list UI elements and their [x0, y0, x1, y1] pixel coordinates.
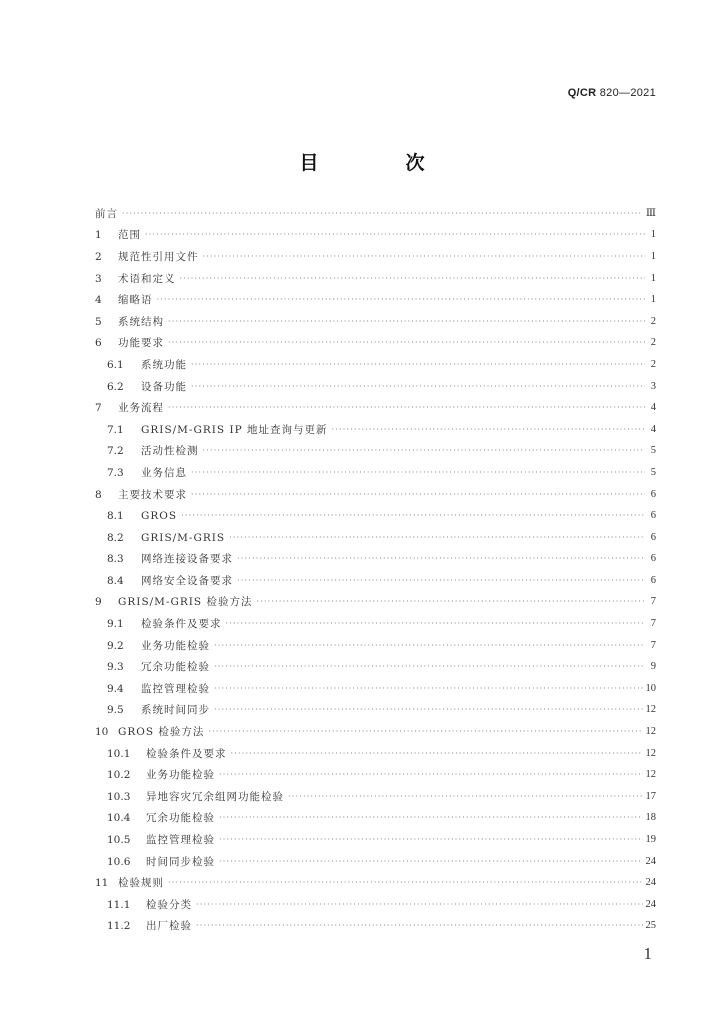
toc-entry-page: 9	[650, 661, 656, 673]
toc-entry[interactable]	[95, 354, 656, 376]
toc-entry-page: 3	[650, 380, 656, 392]
toc-entry-number: 5	[95, 315, 102, 328]
toc-entry-label: 网络安全设备要求	[141, 574, 233, 587]
toc-entry[interactable]	[95, 527, 656, 549]
toc-entry-number: 4	[95, 294, 102, 307]
toc-leader-dots	[226, 618, 646, 630]
toc-entry[interactable]	[95, 851, 656, 873]
toc-entry[interactable]	[95, 592, 656, 614]
toc-entry-page: 6	[650, 531, 656, 543]
toc-entry-label: 监控管理检验	[141, 682, 210, 695]
toc-leader-dots	[191, 467, 645, 479]
table-of-contents	[95, 203, 656, 937]
toc-entry-number: 8	[95, 488, 102, 501]
toc-leader-dots	[196, 899, 643, 911]
toc-entry-label: 主要技术要求	[118, 488, 187, 501]
toc-entry[interactable]	[95, 721, 656, 743]
toc-entry-number: 8.4	[107, 574, 124, 587]
toc-leader-dots	[180, 273, 646, 285]
toc-leader-dots	[168, 337, 645, 349]
standard-number: 820—2021	[599, 87, 656, 99]
toc-entry-page: 24	[645, 855, 656, 867]
toc-entry[interactable]	[95, 656, 656, 678]
toc-entry-number: 9.1	[107, 618, 124, 631]
toc-entry-label: 异地容灾冗余组网功能检验	[146, 790, 284, 803]
toc-entry-number: 10.2	[107, 769, 131, 782]
toc-leader-dots	[191, 359, 645, 371]
toc-leader-dots	[237, 553, 645, 565]
toc-entry[interactable]	[95, 311, 656, 333]
toc-entry-page: 24	[645, 877, 656, 889]
toc-entry-label: 时间同步检验	[146, 855, 215, 868]
toc-entry-page: 24	[645, 898, 656, 910]
toc-entry-page: 12	[645, 747, 656, 759]
toc-leader-dots	[256, 596, 645, 608]
toc-entry[interactable]	[95, 570, 656, 592]
toc-entry[interactable]	[95, 916, 656, 938]
toc-entry-number: 7	[95, 402, 102, 415]
toc-entry-label: 规范性引用文件	[118, 250, 199, 263]
toc-entry-label: 检验条件及要求	[146, 747, 227, 760]
toc-entry[interactable]	[95, 894, 656, 916]
toc-entry-number: 6.2	[107, 380, 124, 393]
toc-entry-number: 6	[95, 337, 102, 350]
toc-entry-label: GRIS/M-GRIS IP 地址查询与更新	[141, 423, 328, 436]
toc-entry-page: 2	[650, 337, 656, 349]
toc-entry-page: 1	[650, 229, 656, 241]
toc-entry-label: 设备功能	[141, 380, 187, 393]
toc-leader-dots	[203, 445, 646, 457]
toc-leader-dots	[157, 294, 646, 306]
toc-leader-dots	[191, 381, 645, 393]
toc-leader-dots	[181, 510, 645, 522]
toc-entry-page: 18	[645, 812, 656, 824]
toc-leader-dots	[288, 791, 643, 803]
toc-leader-dots	[191, 489, 645, 501]
toc-entry-page: 7	[650, 596, 656, 608]
toc-entry-label: 业务功能检验	[146, 769, 215, 782]
toc-entry-label: GROS 检验方法	[118, 726, 205, 739]
toc-entry-number: 7.1	[107, 423, 124, 436]
toc-entry[interactable]	[95, 635, 656, 657]
toc-entry-page: 10	[645, 682, 656, 694]
toc-entry-page: 7	[650, 639, 656, 651]
toc-entry-number: 3	[95, 272, 102, 285]
toc-entry-number: 9.3	[107, 661, 124, 674]
toc-entry-label: 出厂检验	[146, 920, 192, 933]
toc-entry[interactable]	[95, 764, 656, 786]
toc-entry[interactable]	[95, 397, 656, 419]
toc-leader-dots	[237, 575, 645, 587]
toc-entry-number: 11	[95, 877, 109, 890]
toc-entry-page: 12	[645, 726, 656, 738]
toc-entry-label: 监控管理检验	[146, 834, 215, 847]
toc-entry[interactable]	[95, 225, 656, 247]
toc-entry[interactable]	[95, 678, 656, 700]
toc-entry-label: 业务功能检验	[141, 639, 210, 652]
toc-entry-page: 19	[645, 834, 656, 846]
toc-entry-page: 6	[650, 510, 656, 522]
toc-entry[interactable]	[95, 419, 656, 441]
toc-leader-dots	[219, 856, 643, 868]
standard-code	[568, 87, 656, 99]
toc-entry-page: 25	[645, 920, 656, 932]
toc-entry-number: 9	[95, 596, 102, 609]
toc-entry-page: 6	[650, 488, 656, 500]
toc-entry-label: 系统时间同步	[141, 704, 210, 717]
toc-leader-dots	[203, 251, 646, 263]
toc-entry-page: 12	[645, 704, 656, 716]
toc-entry[interactable]	[95, 549, 656, 571]
toc-entry-number: 9.2	[107, 639, 124, 652]
toc-leader-dots	[332, 424, 646, 436]
toc-leader-dots	[219, 834, 643, 846]
toc-entry[interactable]	[95, 613, 656, 635]
toc-entry-page: 12	[645, 769, 656, 781]
toc-entry-label: 网络连接设备要求	[141, 553, 233, 566]
toc-entry-label: 功能要求	[118, 337, 164, 350]
toc-entry[interactable]	[95, 505, 656, 527]
toc-entry-label: 系统结构	[118, 315, 164, 328]
toc-entry-number: 1	[95, 229, 102, 242]
toc-entry-label: 冗余功能检验	[141, 661, 210, 674]
toc-entry[interactable]	[95, 829, 656, 851]
toc-entry-number: 10.6	[107, 855, 131, 868]
toc-entry-label: 业务信息	[141, 466, 187, 479]
toc-leader-dots	[196, 920, 643, 932]
toc-entry-page: 2	[650, 315, 656, 327]
toc-leader-dots	[214, 683, 643, 695]
toc-entry[interactable]	[95, 246, 656, 268]
toc-entry-number: 9.4	[107, 682, 124, 695]
toc-leader-dots	[122, 208, 643, 220]
toc-entry-number: 10	[95, 726, 109, 739]
toc-entry-page: 1	[650, 250, 656, 262]
toc-entry-label: 检验条件及要求	[141, 618, 222, 631]
toc-entry-page: 6	[650, 574, 656, 586]
toc-leader-dots	[214, 640, 645, 652]
toc-entry-label: 冗余功能检验	[146, 812, 215, 825]
toc-leader-dots	[219, 812, 643, 824]
standard-prefix: Q/CR	[567, 87, 597, 99]
toc-entry[interactable]	[95, 786, 656, 808]
toc-leader-dots	[231, 748, 643, 760]
toc-entry-number: 2	[95, 250, 102, 263]
toc-entry-page: 6	[650, 553, 656, 565]
toc-entry-page: 5	[650, 445, 656, 457]
toc-leader-dots	[168, 877, 643, 889]
toc-entry-number: 11.1	[107, 898, 131, 911]
toc-entry-label: GROS	[141, 510, 178, 523]
toc-entry-page: 2	[650, 358, 656, 370]
toc-leader-dots	[214, 704, 643, 716]
toc-entry-page: 1	[650, 294, 656, 306]
toc-entry-number: 10.4	[107, 812, 131, 825]
toc-entry[interactable]	[95, 484, 656, 506]
toc-entry-page: 1	[650, 272, 656, 284]
toc-entry-number: 8.1	[107, 510, 124, 523]
toc-entry[interactable]	[95, 462, 656, 484]
toc-entry-number: 8.2	[107, 531, 124, 544]
toc-entry-label: 业务流程	[118, 402, 164, 415]
toc-entry-number: 9.5	[107, 704, 124, 717]
toc-entry[interactable]	[95, 872, 656, 894]
toc-entry-label: GRIS/M-GRIS	[141, 531, 226, 544]
toc-leader-dots	[168, 402, 645, 414]
toc-entry[interactable]	[95, 333, 656, 355]
toc-entry-page: 4	[650, 402, 656, 414]
toc-entry-label: 检验规则	[118, 877, 164, 890]
toc-entry[interactable]	[95, 289, 656, 311]
toc-entry-number: 10.3	[107, 790, 131, 803]
toc-leader-dots	[229, 532, 645, 544]
toc-entry-number: 11.2	[107, 920, 131, 933]
toc-entry[interactable]	[95, 700, 656, 722]
toc-entry-page: 4	[650, 423, 656, 435]
toc-entry[interactable]	[95, 268, 656, 290]
toc-entry-number: 8.3	[107, 553, 124, 566]
toc-entry-number: 10.5	[107, 834, 131, 847]
toc-leader-dots	[208, 726, 642, 738]
toc-leader-dots	[168, 316, 645, 328]
toc-entry-label: 系统功能	[141, 358, 187, 371]
toc-entry-number: 7.3	[107, 466, 124, 479]
toc-entry-label: 术语和定义	[118, 272, 176, 285]
toc-entry-label: 前言	[95, 207, 118, 220]
toc-entry[interactable]	[95, 808, 656, 830]
toc-leader-dots	[219, 769, 643, 781]
toc-entry-label: GRIS/M-GRIS 检验方法	[118, 596, 253, 609]
toc-entry-number: 7.2	[107, 445, 124, 458]
toc-entry[interactable]	[95, 376, 656, 398]
toc-entry-page: 5	[650, 466, 656, 478]
toc-entry-label: 活动性检测	[141, 445, 199, 458]
toc-entry-label: 检验分类	[146, 898, 192, 911]
toc-entry[interactable]	[95, 203, 656, 225]
toc-entry-number: 10.1	[107, 747, 131, 760]
toc-entry-page: Ⅲ	[645, 207, 656, 219]
toc-entry-number: 6.1	[107, 358, 124, 371]
toc-entry-page: 7	[650, 618, 656, 630]
toc-leader-dots	[214, 661, 645, 673]
toc-entry-label: 缩略语	[118, 294, 153, 307]
toc-entry[interactable]	[95, 441, 656, 463]
toc-entry-page: 17	[645, 790, 656, 802]
toc-leader-dots	[145, 229, 645, 241]
toc-entry-label: 范围	[118, 229, 141, 242]
page-number: 1	[643, 944, 652, 963]
toc-entry[interactable]	[95, 743, 656, 765]
toc-title: 目 次	[299, 152, 459, 174]
